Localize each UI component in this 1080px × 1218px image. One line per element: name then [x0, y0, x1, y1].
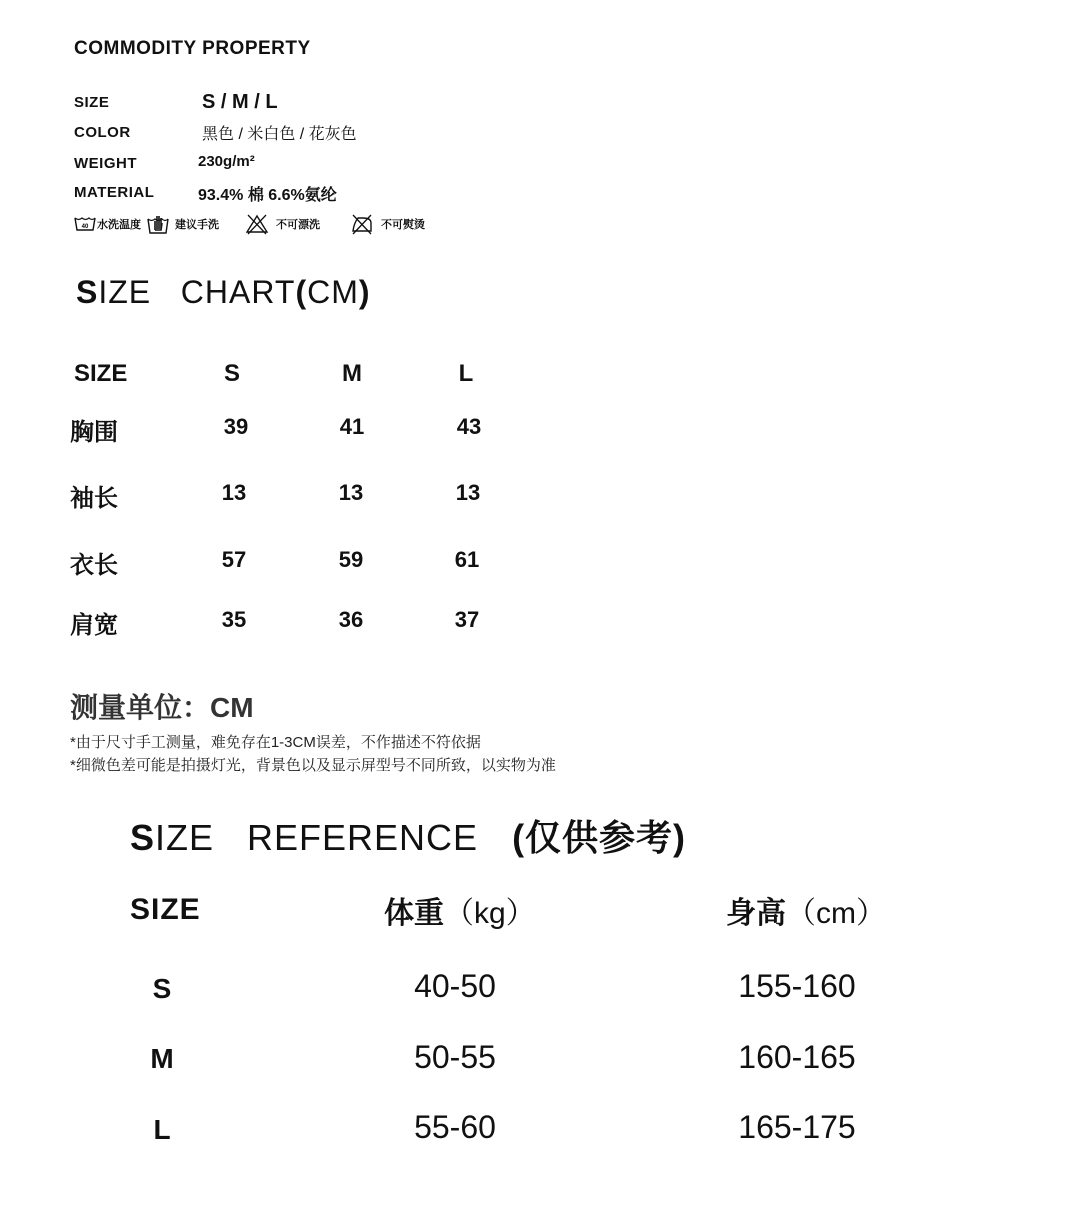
size-chart-header-size: SIZE	[74, 360, 128, 387]
care-label-no-iron: 不可熨烫	[381, 219, 425, 231]
size-reference-height: 160-165	[738, 1039, 856, 1075]
size-reference-size: L	[153, 1114, 171, 1145]
material-value: 93.4% 棉 6.6%氨纶	[198, 187, 337, 204]
size-reference-header-size: SIZE	[130, 893, 201, 926]
note-line-1: *由于尺寸手工测量，难免存在1-3CM误差，不作描述不符依据	[70, 734, 481, 751]
size-chart-title: SIZE CHART(CM)	[76, 274, 371, 310]
weight-value: 230g/m²	[198, 153, 255, 170]
size-chart-row-label: 衣长	[70, 552, 118, 579]
size-reference-size: S	[152, 973, 172, 1004]
size-label: SIZE	[74, 94, 110, 111]
no-iron-icon	[350, 213, 374, 235]
size-reference-header-weight: 体重（kg）	[384, 897, 536, 930]
size-chart-header-m: M	[342, 360, 362, 387]
size-reference-title: SIZE REFERENCE (仅供参考)	[130, 817, 687, 858]
size-chart-cell: 37	[454, 607, 480, 632]
care-item-wash	[74, 215, 141, 233]
wash-40-icon	[74, 215, 96, 233]
color-label: COLOR	[74, 124, 131, 141]
size-chart-cell: 41	[339, 414, 365, 439]
size-chart-cell: 13	[455, 480, 481, 505]
size-chart-row-label: 袖长	[70, 485, 118, 512]
size-reference-height: 165-175	[738, 1109, 856, 1145]
size-chart-cell: 35	[221, 607, 247, 632]
note-line-2: *细微色差可能是拍摄灯光，背景色以及显示屏型号不同所致，以实物为准	[70, 757, 556, 774]
size-value: S / M / L	[202, 91, 278, 113]
care-instructions	[74, 211, 425, 237]
size-chart-cell: 13	[338, 480, 364, 505]
size-reference-weight: 50-55	[414, 1039, 496, 1075]
size-chart-cell: 57	[221, 547, 247, 572]
material-label: MATERIAL	[74, 184, 155, 201]
size-reference-size: M	[150, 1043, 174, 1074]
size-chart-row-label: 肩宽	[70, 612, 118, 639]
color-value: 黑色 / 米白色 / 花灰色	[202, 126, 357, 143]
care-label-no-bleach: 不可漂洗	[276, 219, 320, 231]
size-chart-cell: 61	[454, 547, 480, 572]
size-chart-cell: 43	[456, 414, 482, 439]
svg-text:40: 40	[81, 224, 89, 230]
size-reference-weight: 40-50	[414, 968, 496, 1004]
size-chart-header-s: S	[223, 360, 240, 387]
care-item-hand-wash	[147, 213, 219, 235]
size-chart-cell: 59	[338, 547, 364, 572]
size-chart-row-label: 胸围	[70, 419, 118, 446]
care-label-hand-wash: 建议手洗	[175, 219, 219, 231]
weight-label: WEIGHT	[74, 155, 137, 172]
size-reference-header-height: 身高（cm）	[726, 897, 886, 930]
size-chart-cell: 39	[223, 414, 249, 439]
size-reference-weight: 55-60	[414, 1109, 496, 1145]
no-bleach-icon	[245, 213, 269, 235]
care-item-no-iron	[350, 213, 425, 235]
size-chart-cell: 36	[338, 607, 364, 632]
care-item-no-bleach	[245, 213, 320, 235]
size-chart-header-l: L	[458, 360, 474, 387]
size-chart-cell: 13	[221, 480, 247, 505]
size-reference-height: 155-160	[738, 968, 856, 1004]
measurement-unit: 测量单位：CM	[70, 692, 254, 723]
hand-wash-icon	[147, 213, 169, 235]
care-label-wash: 水洗温度	[97, 219, 141, 231]
commodity-property-title: COMMODITY PROPERTY	[74, 38, 311, 59]
